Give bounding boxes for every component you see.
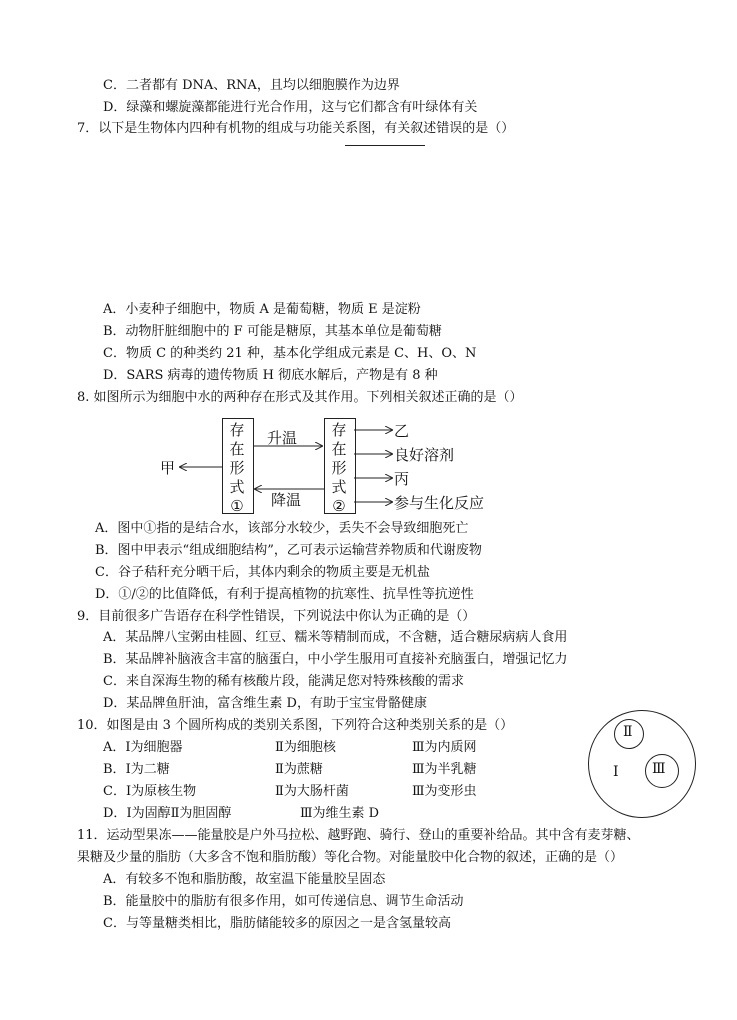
warming-label: 升温 bbox=[267, 429, 298, 447]
q10-option-a-c3: Ⅲ为内质网 bbox=[412, 740, 477, 755]
q8-option-b: B．图中甲表示“组成细胞结构”，乙可表示运输营养物质和代谢废物 bbox=[95, 543, 482, 558]
q9-option-c: C．来自深海生物的稀有核酸片段，能满足您对特殊核酸的需求 bbox=[103, 674, 464, 689]
q6-option-d: D．绿藻和螺旋藻都能进行光合作用，这与它们都含有叶绿体有关 bbox=[103, 100, 478, 115]
q10-option-c-c2: Ⅱ为大肠杆菌 bbox=[275, 784, 349, 799]
q7-option-a: A．小麦种子细胞中，物质 A 是葡萄糖，物质 E 是淀粉 bbox=[103, 302, 421, 317]
q7-option-d: D．SARS 病毒的遗传物质 H 彻底水解后，产物是有 8 种 bbox=[103, 368, 438, 383]
q8-option-d: D．①/②的比值降低，有利于提高植物的抗寒性、抗旱性等抗逆性 bbox=[95, 587, 474, 602]
form-2-label: 存 在 形 式 ② bbox=[331, 421, 347, 515]
q8-option-a: A．图中①指的是结合水，该部分水较少，丢失不会导致细胞死亡 bbox=[95, 521, 469, 536]
q10-option-d-c3: Ⅲ为维生素 D bbox=[300, 806, 380, 821]
q10-option-c-c3: Ⅲ为变形虫 bbox=[412, 784, 477, 799]
q10-option-b-c2: Ⅱ为蔗糖 bbox=[275, 762, 323, 777]
q10-option-c: C．Ⅰ为原核生物 bbox=[103, 784, 197, 799]
q7-option-c: C．物质 C 的种类约 21 种，基本化学组成元素是 C、H、O、N bbox=[103, 346, 477, 361]
circle-ii-label: Ⅱ bbox=[623, 724, 633, 740]
q11-stem-1: 11．运动型果冻——能量胶是户外马拉松、越野跑、骑行、登山的重要补给品。其中含有麦芽糖、 bbox=[77, 828, 640, 843]
q10-option-a: A．Ⅰ为细胞器 bbox=[103, 740, 183, 755]
q9-stem: 9．目前很多广告语存在科学性错误，下列说法中你认为正确的是（） bbox=[77, 609, 476, 624]
q8-option-c: C．谷子秸秆充分晒干后，其体内剩余的物质主要是无机盐 bbox=[95, 565, 430, 580]
form-1-label: 存 在 形 式 ① bbox=[229, 421, 245, 515]
q7-option-b: B．动物肝脏细胞中的 F 可能是糖原，其基本单位是葡萄糖 bbox=[103, 324, 442, 339]
reaction-label: 参与生化反应 bbox=[394, 494, 485, 512]
q11-stem-2: 果糖及少量的脂肪（大多含不饱和脂肪酸）等化合物。对能量胶中化合物的叙述，正确的是（） bbox=[77, 850, 624, 865]
q11-option-c: C．与等量糖类相比，脂肪储能较多的原因之一是含氢量较高 bbox=[103, 916, 451, 931]
q11-option-b: B．能量胶中的脂肪有很多作用，如可传递信息、调节生命活动 bbox=[103, 894, 464, 909]
q10-option-b-c3: Ⅲ为半乳糖 bbox=[412, 762, 477, 777]
q10-option-b: B．Ⅰ为二糖 bbox=[103, 762, 170, 777]
q6-option-c: C．二者都有 DNA、RNA，且均以细胞膜作为边界 bbox=[103, 78, 400, 93]
q10-option-d: D．Ⅰ为固醇Ⅱ为胆固醇 bbox=[103, 806, 232, 821]
q8-stem: 8. 如图所示为细胞中水的两种存在形式及其作用。下列相关叙述正确的是（） bbox=[77, 390, 523, 405]
q9-option-a: A．某品牌八宝粥由桂圆、红豆、糯米等精制而成，不含糖，适合糖尿病病人食用 bbox=[103, 630, 568, 645]
yi-label: 乙 bbox=[394, 422, 410, 440]
q10-option-a-c2: Ⅱ为细胞核 bbox=[275, 740, 336, 755]
solvent-label: 良好溶剂 bbox=[394, 446, 455, 464]
q11-option-a: A．有较多不饱和脂肪酸，故室温下能量胶呈固态 bbox=[103, 872, 386, 887]
q7-stem: 7．以下是生物体内四种有机物的组成与功能关系图，有关叙述错误的是（） bbox=[77, 121, 515, 136]
bing-label: 丙 bbox=[394, 470, 410, 488]
circle-i-label: Ⅰ bbox=[613, 764, 619, 780]
cooling-label: 降温 bbox=[271, 491, 302, 509]
q9-option-b: B．某品牌补脑液含丰富的脑蛋白，中小学生服用可直接补充脑蛋白，增强记忆力 bbox=[103, 652, 568, 667]
q9-option-d: D．某品牌鱼肝油，富含维生素 D，有助于宝宝骨骼健康 bbox=[103, 696, 427, 711]
q10-stem: 10．如图是由 3 个圆所构成的类别关系图，下列符合这种类别关系的是（） bbox=[77, 718, 514, 733]
circle-iii-label: Ⅲ bbox=[652, 761, 666, 777]
jia-label: 甲 bbox=[160, 459, 176, 477]
